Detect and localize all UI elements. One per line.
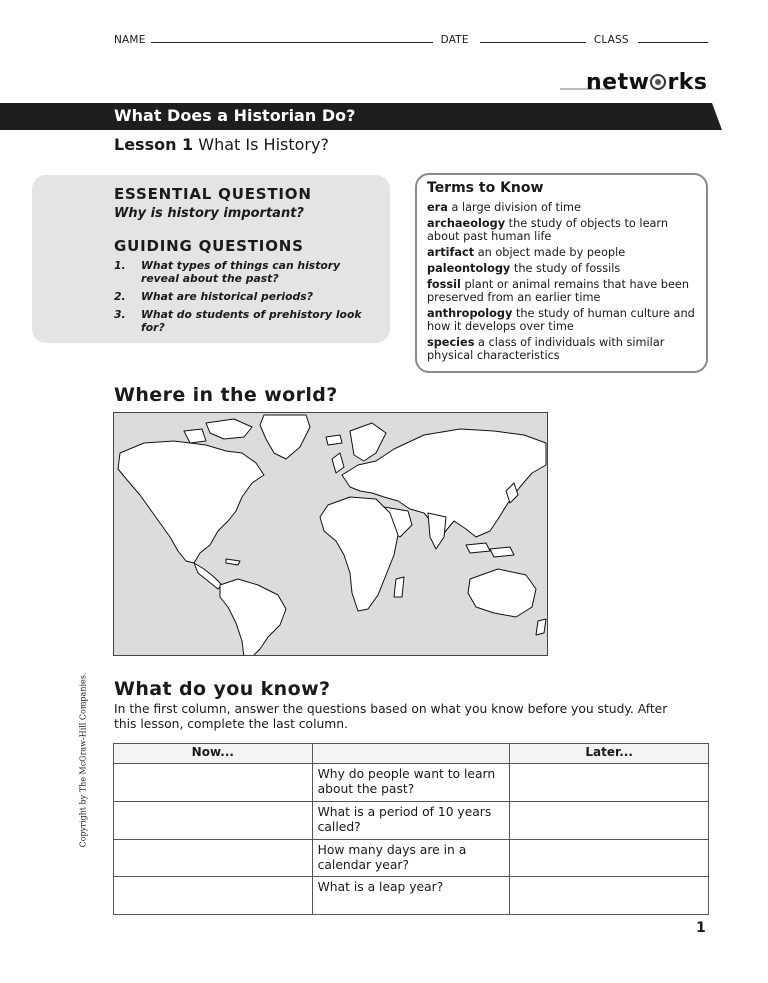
- terms-heading: Terms to Know: [427, 180, 544, 196]
- term-entry: [427, 307, 699, 333]
- guiding-questions-heading: GUIDING QUESTIONS: [114, 237, 304, 255]
- guiding-question-number: 3.: [114, 308, 126, 321]
- world-map-outline: [114, 413, 548, 656]
- guiding-question-number: 1.: [114, 259, 126, 272]
- guiding-question: [114, 290, 374, 303]
- lesson-title: What Is History?: [198, 135, 329, 154]
- essential-question-heading: ESSENTIAL QUESTION: [114, 185, 312, 203]
- page-number: 1: [696, 920, 706, 936]
- essential-question-text: Why is history important?: [114, 206, 304, 221]
- guiding-question: [114, 308, 374, 334]
- term-entry: [427, 336, 699, 362]
- central-america-shape: [194, 563, 222, 589]
- title-bar: [0, 103, 712, 130]
- north-america-shape: [118, 441, 264, 563]
- term-word: anthropology: [427, 307, 513, 320]
- column-header-question: [312, 744, 510, 764]
- now-answer-cell[interactable]: [114, 802, 313, 840]
- arctic-islands-shape: [206, 419, 252, 439]
- logo-text-end: rks: [667, 70, 708, 95]
- term-definition: the study of objects to learn about past human life: [427, 217, 669, 243]
- guiding-question: [114, 259, 374, 285]
- australia-shape: [468, 569, 536, 617]
- now-answer-cell[interactable]: [114, 840, 313, 877]
- logo-globe-icon: [650, 74, 666, 90]
- term-word: artifact: [427, 246, 475, 259]
- page-title: What Does a Historian Do?: [114, 106, 356, 125]
- date-blank[interactable]: [480, 33, 586, 43]
- class-label: CLASS: [593, 34, 629, 46]
- know-table: [113, 743, 709, 915]
- term-definition: a class of individuals with similar physical characteristics: [427, 336, 665, 362]
- guiding-question-number: 2.: [114, 290, 126, 303]
- name-label: NAME: [114, 34, 146, 46]
- term-entry: [427, 201, 699, 214]
- now-answer-cell[interactable]: [114, 877, 313, 915]
- later-answer-cell[interactable]: [510, 877, 709, 915]
- term-word: species: [427, 336, 475, 349]
- term-definition: a large division of time: [451, 201, 582, 214]
- question-cell: What is a period of 10 years called?: [312, 802, 510, 840]
- africa-shape: [320, 497, 398, 611]
- column-header-later: Later...: [510, 744, 709, 764]
- term-word: archaeology: [427, 217, 506, 230]
- term-entry: [427, 246, 699, 259]
- later-answer-cell[interactable]: [510, 764, 709, 802]
- guiding-questions-list: [114, 259, 374, 339]
- lesson-heading: [114, 135, 329, 154]
- guiding-question-text: What are historical periods?: [141, 290, 313, 303]
- term-definition: an object made by people: [477, 246, 626, 259]
- table-row: [114, 764, 709, 802]
- term-word: era: [427, 201, 448, 214]
- guiding-question-text: What types of things can history reveal about the past?: [141, 259, 341, 285]
- term-definition: the study of human culture and how it develops over time: [427, 307, 695, 333]
- table-row: [114, 802, 709, 840]
- term-entry: [427, 262, 699, 275]
- question-cell: How many days are in a calendar year?: [312, 840, 510, 877]
- term-entry: [427, 217, 699, 243]
- table-row: [114, 877, 709, 915]
- term-word: fossil: [427, 278, 461, 291]
- networks-logo: [586, 70, 708, 95]
- date-label: DATE: [440, 34, 469, 46]
- guiding-question-text: What do students of prehistory look for?: [141, 308, 362, 334]
- logo-text-start: netw: [586, 70, 650, 95]
- column-header-now: Now...: [114, 744, 313, 764]
- south-america-shape: [220, 579, 286, 656]
- where-in-the-world-heading: Where in the world?: [114, 384, 338, 406]
- instructions-text: In the first column, answer the questions based on what you know before you study. After this lesson, complete the last column.: [114, 702, 668, 731]
- world-map: [113, 412, 548, 656]
- now-answer-cell[interactable]: [114, 764, 313, 802]
- student-info-line: [114, 33, 712, 46]
- name-blank[interactable]: [151, 33, 433, 43]
- later-answer-cell[interactable]: [510, 840, 709, 877]
- table-header-row: [114, 744, 709, 764]
- term-entry: [427, 278, 699, 304]
- term-definition: the study of fossils: [513, 262, 621, 275]
- class-blank[interactable]: [638, 33, 708, 43]
- table-row: [114, 840, 709, 877]
- later-answer-cell[interactable]: [510, 802, 709, 840]
- terms-list: [427, 201, 699, 365]
- copyright-notice: Copyright by The McGraw-Hill Companies.: [78, 672, 88, 848]
- what-do-you-know-heading: What do you know?: [114, 678, 331, 700]
- question-cell: Why do people want to learn about the past?: [312, 764, 510, 802]
- term-definition: plant or animal remains that have been preserved from an earlier time: [427, 278, 690, 304]
- greenland-shape: [260, 415, 310, 459]
- lesson-number: Lesson 1: [114, 135, 194, 154]
- term-word: paleontology: [427, 262, 511, 275]
- question-cell: What is a leap year?: [312, 877, 510, 915]
